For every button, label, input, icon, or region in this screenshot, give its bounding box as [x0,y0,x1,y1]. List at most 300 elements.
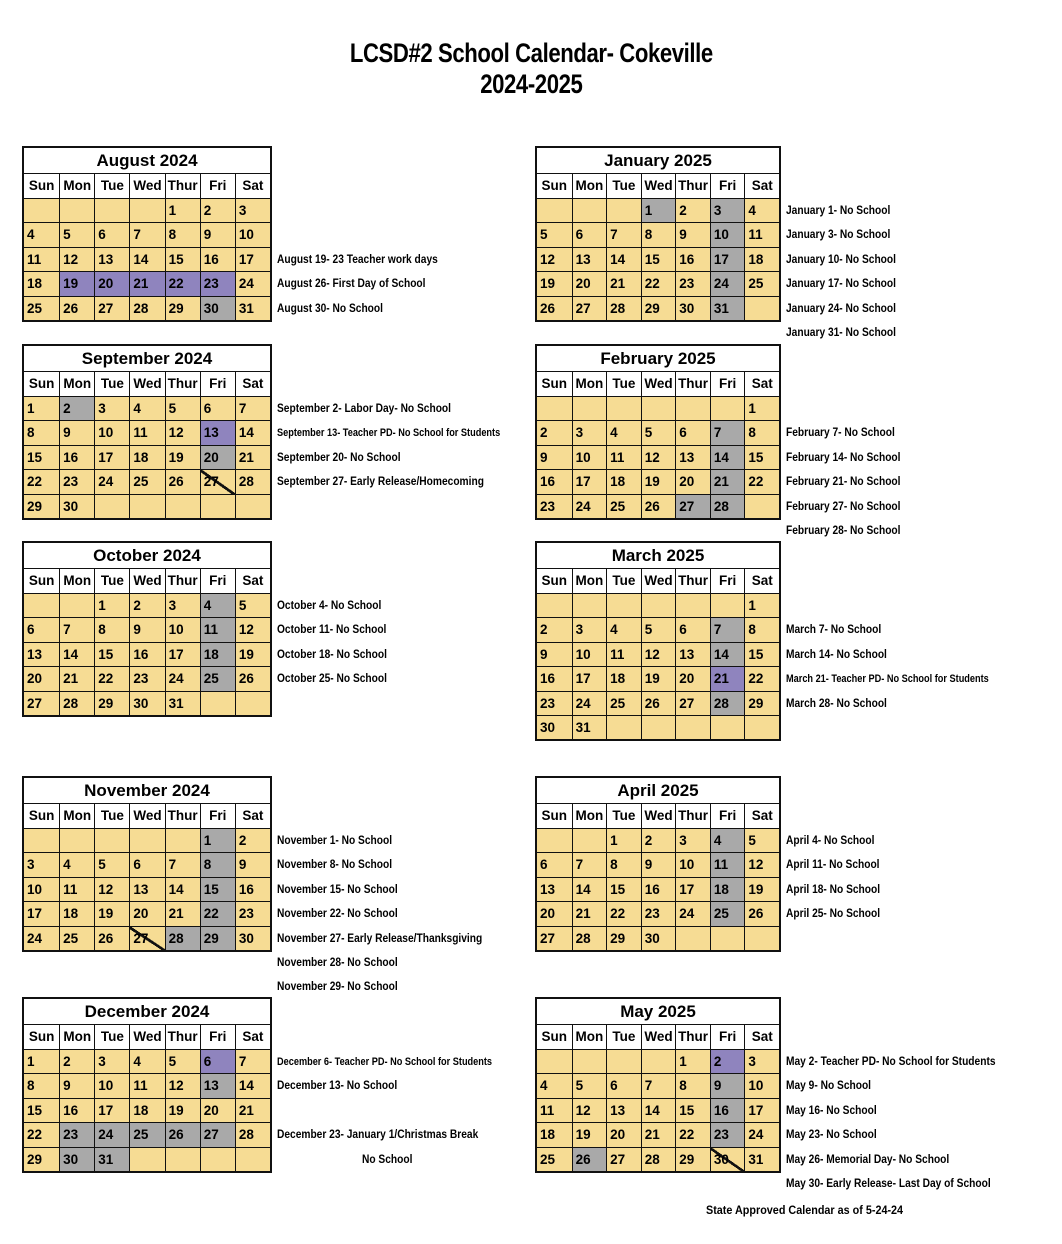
weekday-header-thur: Thur [165,569,200,593]
day-cell-12: 12 [235,618,270,641]
weekday-header-wed: Wed [129,372,164,396]
day-cell-5: 5 [165,1050,200,1073]
month-title: October 2024 [24,543,270,568]
day-cell-empty [572,1050,607,1073]
day-cell-empty [200,1148,235,1171]
annotations-january-2025 [786,198,915,344]
week-row [24,396,270,420]
annotation-text: September 20- No School [277,449,401,464]
annotation-line [277,247,466,271]
day-cell-12: 12 [59,248,94,271]
month-table-january-2025 [535,146,781,322]
day-cell-2: 2 [200,199,235,222]
week-row [537,617,779,641]
day-cell-6: 6 [200,397,235,420]
week-row [537,593,779,617]
day-cell-24: 24 [94,1123,129,1146]
day-cell-25: 25 [59,927,94,950]
week-row [537,1049,779,1073]
weekday-header-tue: Tue [606,1025,641,1049]
day-cell-31: 31 [235,297,270,320]
day-cell-12: 12 [165,421,200,444]
day-cell-3: 3 [94,1050,129,1073]
annotations-may-2025 [786,1049,1032,1195]
day-cell-14: 14 [710,643,745,666]
week-row [537,1098,779,1122]
day-cell-28: 28 [129,297,164,320]
annotation-text: No School [362,1151,413,1166]
day-cell-27: 27 [94,297,129,320]
day-cell-11: 11 [129,1074,164,1097]
day-cell-empty [165,829,200,852]
weekday-header-sun: Sun [24,569,59,593]
day-cell-empty [675,927,710,950]
week-row [24,247,270,271]
day-cell-empty [744,495,779,518]
day-cell-3: 3 [744,1050,779,1073]
weekday-header-row [24,568,270,593]
day-cell-19: 19 [641,470,676,493]
weekday-header-mon: Mon [59,372,94,396]
day-cell-13: 13 [129,878,164,901]
day-cell-empty [235,1148,270,1171]
day-cell-14: 14 [235,1074,270,1097]
month-table-december-2024 [22,997,272,1173]
day-cell-empty [641,397,676,420]
annotation-text: October 11- No School [277,622,387,637]
day-cell-8: 8 [24,421,59,444]
day-cell-14: 14 [710,446,745,469]
annotation-text: February 21- No School [786,474,901,489]
day-cell-15: 15 [744,446,779,469]
annotation-text: December 23- January 1/Christmas Break [277,1127,479,1142]
day-cell-21: 21 [235,1099,270,1122]
day-cell-22: 22 [94,667,129,690]
day-cell-28: 28 [606,297,641,320]
annotation-text: March 28- No School [786,695,887,710]
annotation-line [277,926,518,950]
day-cell-15: 15 [94,643,129,666]
annotation-text: August 26- First Day of School [277,276,426,291]
weekday-header-thur: Thur [675,372,710,396]
day-cell-14: 14 [641,1099,676,1122]
day-cell-5: 5 [572,1074,607,1097]
day-cell-empty [744,927,779,950]
day-cell-11: 11 [200,618,235,641]
day-cell-27: 27 [606,1148,641,1171]
day-cell-28: 28 [710,495,745,518]
annotation-text: January 10- No School [786,251,896,266]
day-cell-18: 18 [606,470,641,493]
day-cell-29: 29 [641,297,676,320]
weekday-header-thur: Thur [675,569,710,593]
annotation-line [786,296,915,320]
annotation-line [786,445,921,469]
day-cell-empty [606,397,641,420]
month-table-september-2024 [22,344,272,520]
week-row [537,445,779,469]
week-row [24,593,270,617]
day-cell-10: 10 [94,421,129,444]
weekday-header-sun: Sun [24,372,59,396]
day-cell-empty [744,716,779,739]
day-cell-22: 22 [24,1123,59,1146]
week-row [537,691,779,715]
annotation-line [786,1073,1032,1097]
day-cell-8: 8 [200,853,235,876]
day-cell-29: 29 [744,692,779,715]
weekday-header-thur: Thur [675,174,710,198]
day-cell-empty [129,495,164,518]
week-row [24,852,270,876]
annotation-line [786,901,897,925]
week-row [537,1122,779,1146]
day-cell-29: 29 [24,495,59,518]
week-row [537,469,779,493]
day-cell-1: 1 [94,594,129,617]
week-row [24,420,270,444]
day-cell-24: 24 [94,470,129,493]
day-cell-empty [24,594,59,617]
day-cell-21: 21 [606,272,641,295]
day-cell-17: 17 [572,667,607,690]
day-cell-2: 2 [537,421,572,444]
day-cell-9: 9 [675,223,710,246]
day-cell-22: 22 [165,272,200,295]
day-cell-1: 1 [165,199,200,222]
annotation-text: March 7- No School [786,622,882,637]
day-cell-2: 2 [59,397,94,420]
week-row [24,271,270,295]
annotation-text: October 4- No School [277,598,382,612]
day-cell-15: 15 [606,878,641,901]
day-cell-21: 21 [59,667,94,690]
annotation-line [786,1122,1032,1146]
day-cell-11: 11 [537,1099,572,1122]
day-cell-16: 16 [641,878,676,901]
day-cell-16: 16 [59,446,94,469]
day-cell-27: 27 [572,297,607,320]
day-cell-9: 9 [710,1074,745,1097]
day-cell-29: 29 [94,692,129,715]
annotation-line [786,518,921,542]
annotations-october-2024 [277,593,406,691]
day-cell-4: 4 [59,853,94,876]
day-cell-12: 12 [165,1074,200,1097]
day-cell-20: 20 [200,446,235,469]
day-cell-2: 2 [235,829,270,852]
weekday-header-wed: Wed [129,804,164,828]
day-cell-empty [94,199,129,222]
week-row [537,247,779,271]
day-cell-14: 14 [606,248,641,271]
weekday-header-mon: Mon [572,1025,607,1049]
day-cell-5: 5 [59,223,94,246]
day-cell-23: 23 [537,495,572,518]
day-cell-empty [572,199,607,222]
weekday-header-sat: Sat [235,804,270,828]
week-row [537,901,779,925]
annotation-line [786,877,897,901]
day-cell-empty [572,594,607,617]
day-cell-6: 6 [537,853,572,876]
day-cell-15: 15 [24,1099,59,1122]
weekday-header-fri: Fri [710,174,745,198]
weekday-header-sun: Sun [537,804,572,828]
week-row [537,271,779,295]
day-cell-empty [537,199,572,222]
weekday-header-mon: Mon [59,804,94,828]
day-cell-26: 26 [537,297,572,320]
day-cell-empty [235,495,270,518]
annotation-line [277,1049,530,1073]
week-row [537,852,779,876]
month-table-november-2024 [22,776,272,952]
day-cell-empty [710,397,745,420]
day-cell-21: 21 [129,272,164,295]
day-cell-empty [710,927,745,950]
week-row [24,642,270,666]
day-cell-24: 24 [24,927,59,950]
week-row [537,715,779,739]
day-cell-4: 4 [744,199,779,222]
annotation-line [277,593,406,617]
annotation-text: December 13- No School [277,1078,398,1093]
day-cell-10: 10 [572,643,607,666]
day-cell-11: 11 [744,223,779,246]
annotation-line [786,1098,1032,1122]
month-table-february-2025 [535,344,781,520]
annotation-line [277,271,466,295]
annotation-text: February 7- No School [786,425,895,440]
day-cell-14: 14 [235,421,270,444]
day-cell-6: 6 [675,421,710,444]
weekday-header-mon: Mon [572,174,607,198]
week-row [537,420,779,444]
annotation-text: August 19- 23 Teacher work days [277,251,438,266]
day-cell-8: 8 [744,618,779,641]
week-row [24,926,270,950]
weekday-header-tue: Tue [94,569,129,593]
weekday-header-sun: Sun [24,174,59,198]
day-cell-25: 25 [537,1148,572,1171]
day-cell-empty [641,594,676,617]
day-cell-20: 20 [94,272,129,295]
day-cell-empty [675,594,710,617]
day-cell-empty [24,829,59,852]
weekday-header-row [537,568,779,593]
day-cell-6: 6 [24,618,59,641]
annotation-text: August 30- No School [277,300,383,315]
day-cell-26: 26 [572,1148,607,1171]
day-cell-empty [675,716,710,739]
weekday-header-sat: Sat [235,569,270,593]
day-cell-3: 3 [24,853,59,876]
day-cell-26: 26 [59,297,94,320]
weekday-header-row [24,173,270,198]
day-cell-6: 6 [200,1050,235,1073]
annotation-line [786,247,915,271]
weekday-header-wed: Wed [641,569,676,593]
day-cell-1: 1 [675,1050,710,1073]
day-cell-empty [59,829,94,852]
page-title-line2: 2024-2025 [479,69,583,99]
day-cell-6: 6 [94,223,129,246]
day-cell-30: 30 [710,1148,745,1171]
annotation-line [277,1098,530,1122]
day-cell-2: 2 [675,199,710,222]
day-cell-15: 15 [675,1099,710,1122]
day-cell-18: 18 [129,1099,164,1122]
weekday-header-row [24,1024,270,1049]
day-cell-23: 23 [537,692,572,715]
annotation-text: September 2- Labor Day- No School [277,401,451,415]
day-cell-19: 19 [165,446,200,469]
week-row [24,296,270,320]
day-cell-25: 25 [744,272,779,295]
week-row [24,1098,270,1122]
weekday-header-thur: Thur [165,174,200,198]
day-cell-12: 12 [641,446,676,469]
day-cell-7: 7 [641,1074,676,1097]
day-cell-20: 20 [606,1123,641,1146]
weekday-header-sun: Sun [537,372,572,396]
month-title: March 2025 [537,543,779,568]
day-cell-17: 17 [235,248,270,271]
day-cell-22: 22 [675,1123,710,1146]
day-cell-19: 19 [744,878,779,901]
day-cell-26: 26 [165,1123,200,1146]
day-cell-24: 24 [235,272,270,295]
week-row [537,396,779,420]
weekday-header-sat: Sat [744,1025,779,1049]
day-cell-2: 2 [59,1050,94,1073]
annotation-line [786,271,915,295]
day-cell-23: 23 [129,667,164,690]
day-cell-13: 13 [24,643,59,666]
day-cell-4: 4 [606,421,641,444]
day-cell-25: 25 [24,297,59,320]
day-cell-15: 15 [24,446,59,469]
day-cell-1: 1 [744,594,779,617]
annotation-text: January 17- No School [786,276,896,291]
annotation-text: November 29- No School [277,979,398,994]
annotations-february-2025 [786,420,921,542]
day-cell-22: 22 [200,902,235,925]
day-cell-25: 25 [129,1123,164,1146]
day-cell-16: 16 [200,248,235,271]
month-table-april-2025 [535,776,781,952]
annotations-september-2024 [277,396,540,494]
day-cell-empty [200,495,235,518]
week-row [24,469,270,493]
annotation-text: May 30- Early Release- Last Day of School [786,1175,991,1190]
annotation-text: May 23- No School [786,1127,877,1142]
day-cell-9: 9 [537,446,572,469]
weekday-header-tue: Tue [94,174,129,198]
day-cell-12: 12 [744,853,779,876]
annotation-line [277,642,406,666]
day-cell-4: 4 [129,1050,164,1073]
weekday-header-wed: Wed [641,1025,676,1049]
day-cell-31: 31 [165,692,200,715]
day-cell-20: 20 [129,902,164,925]
day-cell-29: 29 [675,1148,710,1171]
weekday-header-sun: Sun [537,174,572,198]
page-title-line1: LCSD#2 School Calendar- Cokeville [349,38,713,68]
annotation-text: February 14- No School [786,449,901,464]
weekday-header-wed: Wed [129,1025,164,1049]
annotation-line [786,666,1025,690]
annotation-text: February 27- No School [786,498,901,513]
annotations-march-2025 [786,617,1025,715]
day-cell-12: 12 [537,248,572,271]
day-cell-5: 5 [94,853,129,876]
weekday-header-sun: Sun [537,1025,572,1049]
month-table-march-2025 [535,541,781,741]
week-row [24,1122,270,1146]
day-cell-29: 29 [606,927,641,950]
day-cell-empty [572,829,607,852]
month-title: November 2024 [24,778,270,803]
weekday-header-thur: Thur [165,804,200,828]
day-cell-23: 23 [59,1123,94,1146]
day-cell-26: 26 [641,692,676,715]
day-cell-10: 10 [710,223,745,246]
weekday-header-mon: Mon [59,569,94,593]
day-cell-8: 8 [744,421,779,444]
week-row [537,198,779,222]
month-table-august-2024 [22,146,272,322]
day-cell-16: 16 [675,248,710,271]
week-row [537,1147,779,1171]
day-cell-3: 3 [94,397,129,420]
day-cell-2: 2 [129,594,164,617]
weekday-header-fri: Fri [200,174,235,198]
day-cell-21: 21 [165,902,200,925]
day-cell-19: 19 [94,902,129,925]
annotation-line [277,852,518,876]
weekday-header-mon: Mon [572,569,607,593]
annotation-line [277,950,518,974]
week-row [24,1049,270,1073]
weekday-header-tue: Tue [94,804,129,828]
day-cell-empty [59,199,94,222]
day-cell-9: 9 [235,853,270,876]
weekday-header-sun: Sun [537,569,572,593]
annotation-text: January 3- No School [786,227,891,242]
week-row [24,222,270,246]
day-cell-7: 7 [235,1050,270,1073]
annotations-december-2024 [277,1049,530,1171]
weekday-header-row [537,1024,779,1049]
annotation-text: April 11- No School [786,857,880,872]
annotation-line [786,320,915,344]
day-cell-8: 8 [675,1074,710,1097]
day-cell-25: 25 [129,470,164,493]
week-row [24,691,270,715]
day-cell-27: 27 [129,927,164,950]
footer-approval-note: State Approved Calendar as of 5-24-24 [706,1203,904,1217]
day-cell-empty [537,397,572,420]
day-cell-28: 28 [572,927,607,950]
day-cell-19: 19 [537,272,572,295]
day-cell-15: 15 [200,878,235,901]
day-cell-7: 7 [129,223,164,246]
annotation-text: January 31- No School [786,324,896,339]
weekday-header-sat: Sat [744,372,779,396]
week-row [537,666,779,690]
